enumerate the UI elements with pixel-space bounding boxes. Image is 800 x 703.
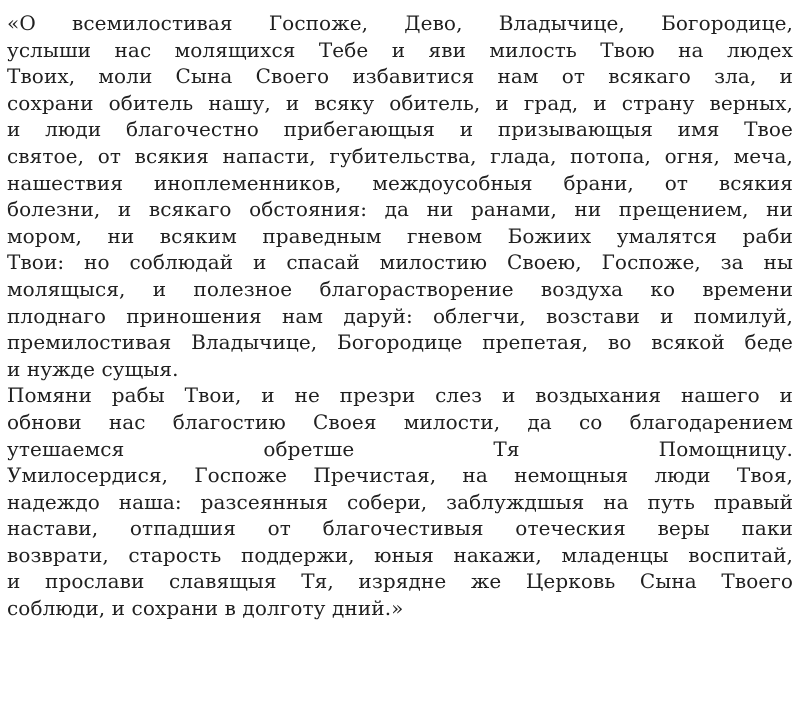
paragraph-1	[7, 10, 793, 382]
text-line: обнови нас благостию Своея милости, да со благодарением	[7, 409, 793, 434]
text-line: и прослави славящыя Тя, изрядне же Церковь Сына Твоего	[7, 569, 793, 594]
text-line: Помяни рабы Твои, и не презри слез и воздыхания нашего и	[7, 383, 793, 408]
text-line: услыши нас молящихся Тебе и яви милость Твою на людех	[7, 37, 793, 62]
text-line: мором, ни всяким праведным гневом Божиих умалятся раби	[7, 223, 793, 248]
text-line: настави, отпадшия от благочестивыя отеческия веры паки	[7, 516, 793, 541]
text-line: нашествия иноплеменников, междоусобныя брани, от всякия	[7, 170, 793, 195]
prayer-text	[7, 10, 793, 622]
text-line: Твои: но соблюдай и спасай милостию Своею, Госпоже, за ны	[7, 250, 793, 275]
text-line: плоднаго приношения нам даруй: облегчи, возстави и помилуй,	[7, 303, 793, 328]
text-line: молящыся, и полезное благорастворение воздуха ко времени	[7, 276, 793, 301]
paragraph-2	[7, 382, 793, 621]
text-line: и люди благочестно прибегающыя и призывающыя имя Твое	[7, 117, 793, 142]
text-line: сохрани обитель нашу, и всяку обитель, и град, и страну верных,	[7, 90, 793, 115]
text-line: надеждо наша: разсеянныя собери, заблуждшыя на путь правый	[7, 489, 793, 514]
text-line: болезни, и всякаго обстояния: да ни ранами, ни прещением, ни	[7, 197, 793, 222]
text-line: и нужде сущыя.	[7, 356, 179, 381]
text-line: утешаемся обретше Тя Помощницу.	[7, 436, 793, 461]
text-line: соблюди, и сохрани в долготу дний.»	[7, 596, 404, 621]
text-line: Твоих, моли Сына Своего избавитися нам от всякаго зла, и	[7, 64, 793, 89]
text-line: Умилосердися, Госпоже Пречистая, на немощныя люди Твоя,	[7, 463, 793, 488]
text-line: премилостивая Владычице, Богородице препетая, во всякой беде	[7, 330, 793, 355]
text-line: «О всемилостивая Госпоже, Дево, Владычице, Богородице,	[7, 11, 793, 35]
text-line: возврати, старость поддержи, юныя накажи, младенцы воспитай,	[7, 542, 793, 567]
text-line: святое, от всякия напасти, губительства, глада, потопа, огня, меча,	[7, 143, 793, 168]
